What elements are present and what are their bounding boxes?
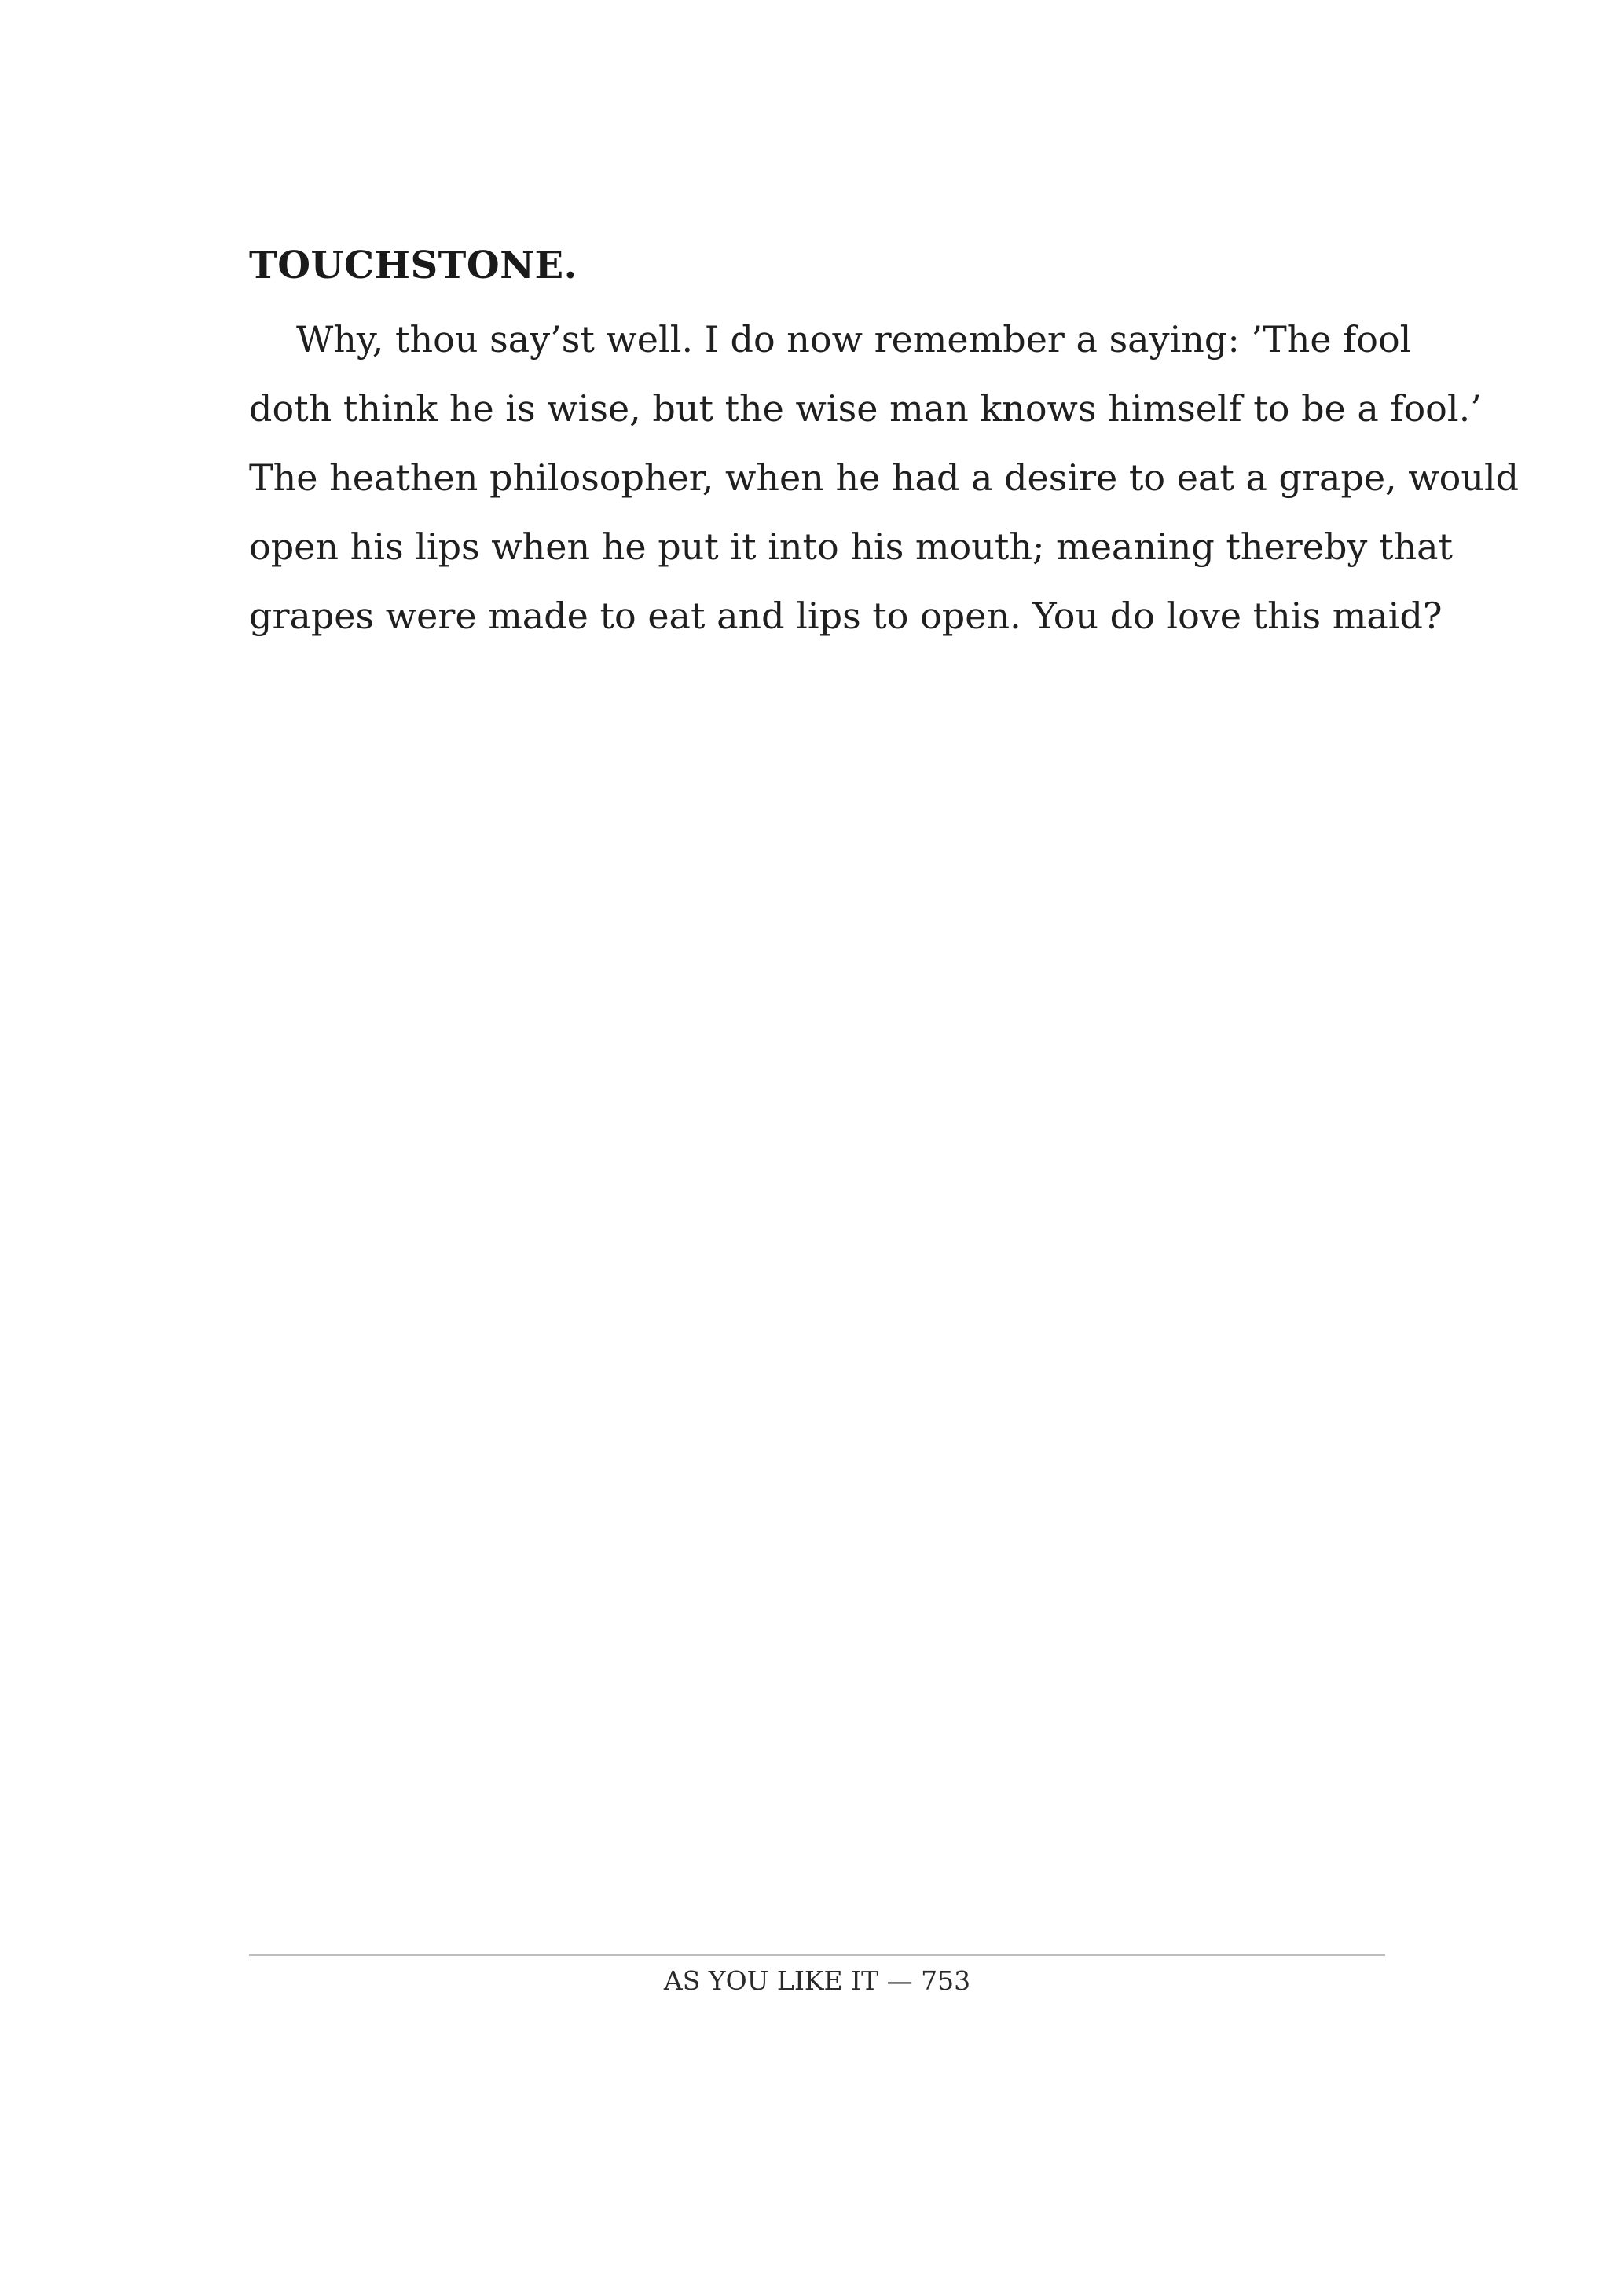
speech-paragraph — [249, 305, 1520, 650]
speech-line: open his lips when he put it into his mouth; meaning thereby that — [249, 525, 1454, 568]
speaker-name: TOUCHSTONE. — [249, 244, 577, 287]
footer-divider — [249, 1954, 1385, 1956]
speech-line: grapes were made to eat and lips to open. You do love this maid? — [249, 595, 1443, 637]
speech-line: The heathen philosopher, when he had a desire to eat a grape, would — [249, 456, 1520, 499]
speech-line: Why, thou say’st well. I do now remember a saying: ’The fool — [296, 318, 1412, 361]
page-footer: AS YOU LIKE IT — 753 — [663, 1965, 971, 1996]
speech-line: doth think he is wise, but the wise man knows himself to be a fool.’ — [249, 387, 1482, 430]
